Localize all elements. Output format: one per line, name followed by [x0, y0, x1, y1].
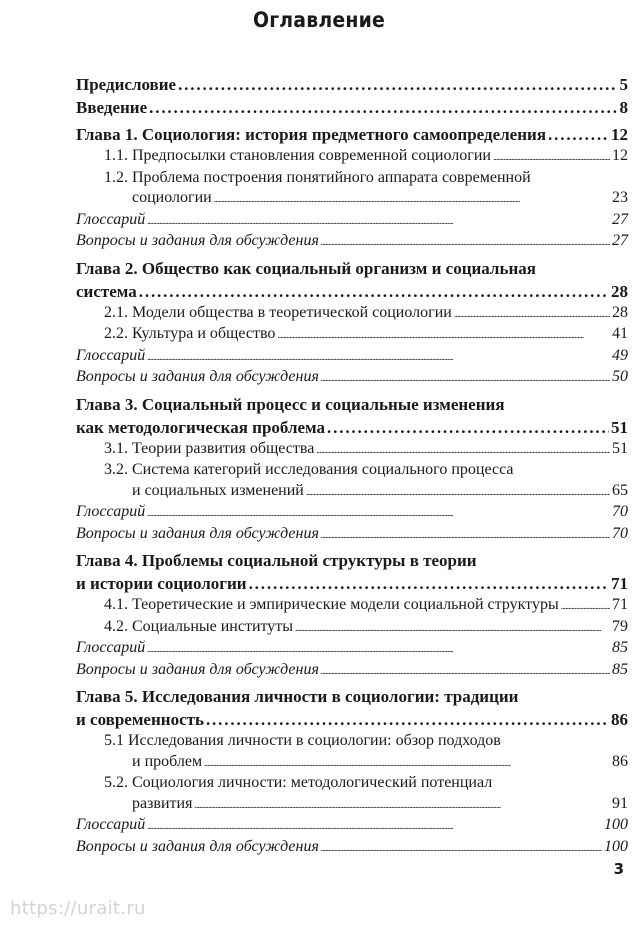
toc-page-number: 49: [612, 346, 628, 364]
toc-page-number: 23: [612, 189, 628, 206]
toc-entry-title: и истории социологии: [76, 574, 247, 593]
toc-page-number: 100: [604, 837, 628, 855]
toc-page-number: 12: [612, 147, 628, 164]
toc-entry[interactable]: [76, 731, 628, 773]
toc-page-number: 41: [612, 325, 628, 342]
toc-entry-title: 4.1. Теоретические и эмпирические модели социальной структуры: [104, 596, 559, 613]
toc-page-number: 86: [611, 710, 628, 729]
toc-page-number: 71: [611, 574, 628, 593]
toc-entry-title: Глоссарий: [76, 639, 146, 656]
toc-entry-title: и современность: [76, 710, 204, 729]
toc-page-number: 28: [611, 281, 628, 301]
toc-entry-title: Вопросы и задания для обсуждения: [76, 232, 319, 249]
toc-entry[interactable]: [76, 210, 628, 232]
toc-page-number: 28: [612, 303, 628, 321]
dot-leader: [327, 416, 609, 439]
toc-page-number: 51: [612, 439, 628, 457]
dot-leader: [277, 324, 610, 346]
toc-entry[interactable]: [76, 346, 628, 368]
toc-page-number: 86: [612, 752, 628, 770]
toc-entry[interactable]: [76, 660, 628, 682]
toc-entry-title-line: 1.2. Проблема построения понятийного аппарата современной: [104, 168, 531, 186]
toc-page-number: 65: [612, 481, 628, 499]
toc-entry-title: и проблем: [132, 752, 203, 770]
table-of-contents: [76, 73, 628, 858]
dot-leader: [206, 708, 609, 731]
toc-entry-title: Глоссарий: [76, 210, 146, 228]
toc-entry-title: Введение: [76, 98, 148, 117]
toc-entry-title: Глоссарий: [76, 346, 146, 364]
toc-entry[interactable]: [76, 168, 628, 210]
toc-entry-title-line: 5.1 Исследования личности в социологии: обзор подходов: [104, 732, 501, 749]
toc-entry[interactable]: [76, 595, 628, 617]
toc-entry-title: Вопросы и задания для обсуждения: [76, 660, 319, 678]
toc-entry-title: 4.2. Социальные институты: [104, 617, 294, 635]
toc-entry[interactable]: [76, 502, 628, 524]
toc-page-number: 8: [619, 98, 628, 117]
toc-entry-title: Глоссарий: [76, 816, 146, 833]
toc-page-number: 27: [612, 232, 628, 249]
toc-entry-title: 1.1. Предпосылки становления современной социологии: [104, 147, 491, 164]
toc-page-number: 85: [612, 639, 628, 656]
toc-page-number: 91: [612, 794, 628, 812]
toc-entry[interactable]: [76, 773, 628, 815]
dot-leader: [178, 73, 617, 96]
toc-entry[interactable]: [76, 231, 628, 253]
toc-entry[interactable]: [76, 96, 628, 119]
dot-leader: [321, 367, 610, 389]
toc-page-number: 50: [612, 368, 628, 385]
toc-entry-title: 2.2. Культура и общество: [104, 325, 276, 342]
toc-entry-title: 2.1. Модели общества в теоретической социологии: [104, 303, 452, 321]
toc-entry[interactable]: [76, 146, 628, 168]
dot-leader: [548, 123, 609, 146]
dot-leader: [493, 146, 610, 168]
toc-entry-title-line: Глава 4. Проблемы социальной структуры в теории: [76, 551, 477, 570]
dot-leader: [204, 752, 610, 774]
toc-page-number: 85: [612, 660, 628, 678]
toc-entry-title-line: 5.2. Социология личности: методологический потенциал: [104, 774, 493, 791]
toc-entry-title: Глава 1. Социология: история предметного самоопределения: [76, 125, 547, 144]
toc-entry-title-line: 3.2. Система категорий исследования социального процесса: [104, 461, 514, 478]
dot-leader: [454, 303, 610, 325]
dot-leader: [147, 346, 610, 368]
dot-leader: [214, 188, 610, 210]
watermark-url: https://urait.ru: [10, 898, 146, 919]
dot-leader: [295, 617, 610, 639]
toc-entry[interactable]: [76, 837, 628, 859]
toc-page-number: 71: [612, 596, 628, 613]
page-number: 3: [613, 860, 624, 878]
dot-leader: [321, 524, 610, 546]
toc-entry-title: и социальных изменений: [132, 481, 304, 499]
dot-leader: [147, 815, 602, 837]
page-title: Оглавление: [252, 8, 386, 32]
dot-leader: [249, 572, 609, 595]
toc-page-number: 70: [612, 503, 628, 520]
toc-page-number: 79: [612, 617, 628, 635]
toc-entry[interactable]: [76, 638, 628, 660]
dot-leader: [147, 210, 610, 232]
toc-entry-title: как методологическая проблема: [76, 417, 326, 437]
toc-entry-title: Вопросы и задания для обсуждения: [76, 524, 319, 542]
toc-entry-title-line: Глава 3. Социальный процесс и социальные изменения: [76, 394, 505, 414]
toc-entry[interactable]: [76, 685, 628, 731]
dot-leader: [561, 595, 610, 617]
toc-entry[interactable]: [76, 549, 628, 595]
toc-entry[interactable]: [76, 524, 628, 546]
toc-page-number: 100: [604, 816, 628, 833]
toc-entry-title: развития: [132, 794, 193, 812]
toc-entry[interactable]: [76, 815, 628, 837]
toc-entry[interactable]: [76, 460, 628, 502]
toc-page-number: 70: [612, 524, 628, 542]
dot-leader: [321, 231, 610, 253]
toc-entry-title: Вопросы и задания для обсуждения: [76, 368, 319, 385]
toc-entry[interactable]: [76, 123, 628, 146]
dot-leader: [147, 638, 610, 660]
toc-entry[interactable]: [76, 439, 628, 461]
dot-leader: [194, 794, 610, 816]
dot-leader: [139, 280, 609, 303]
toc-entry-title: Предисловие: [76, 75, 177, 94]
toc-page-number: 51: [611, 417, 628, 437]
toc-entry[interactable]: [76, 367, 628, 389]
dot-leader: [321, 837, 602, 859]
toc-entry[interactable]: [76, 73, 628, 96]
toc-entry-title-line: Глава 2. Общество как социальный организм и социальная: [76, 258, 536, 278]
dot-leader: [321, 660, 610, 682]
toc-entry-title-line: Глава 5. Исследования личности в социологии: традиции: [76, 687, 519, 706]
toc-entry[interactable]: [76, 393, 628, 439]
toc-page-number: 27: [612, 210, 628, 228]
toc-entry-title: социологии: [132, 189, 212, 206]
toc-entry[interactable]: [76, 324, 628, 346]
toc-entry[interactable]: [76, 303, 628, 325]
toc-entry-title: Вопросы и задания для обсуждения: [76, 837, 319, 855]
dot-leader: [306, 481, 610, 503]
dot-leader: [149, 96, 617, 119]
toc-page-number: 5: [619, 75, 628, 94]
toc-entry-title: 3.1. Теории развития общества: [104, 439, 315, 457]
dot-leader: [316, 439, 610, 461]
dot-leader: [147, 502, 610, 524]
toc-page-number: 12: [611, 125, 628, 144]
toc-entry-title: система: [76, 281, 137, 301]
toc-entry[interactable]: [76, 617, 628, 639]
toc-entry[interactable]: [76, 257, 628, 303]
toc-entry-title: Глоссарий: [76, 503, 146, 520]
